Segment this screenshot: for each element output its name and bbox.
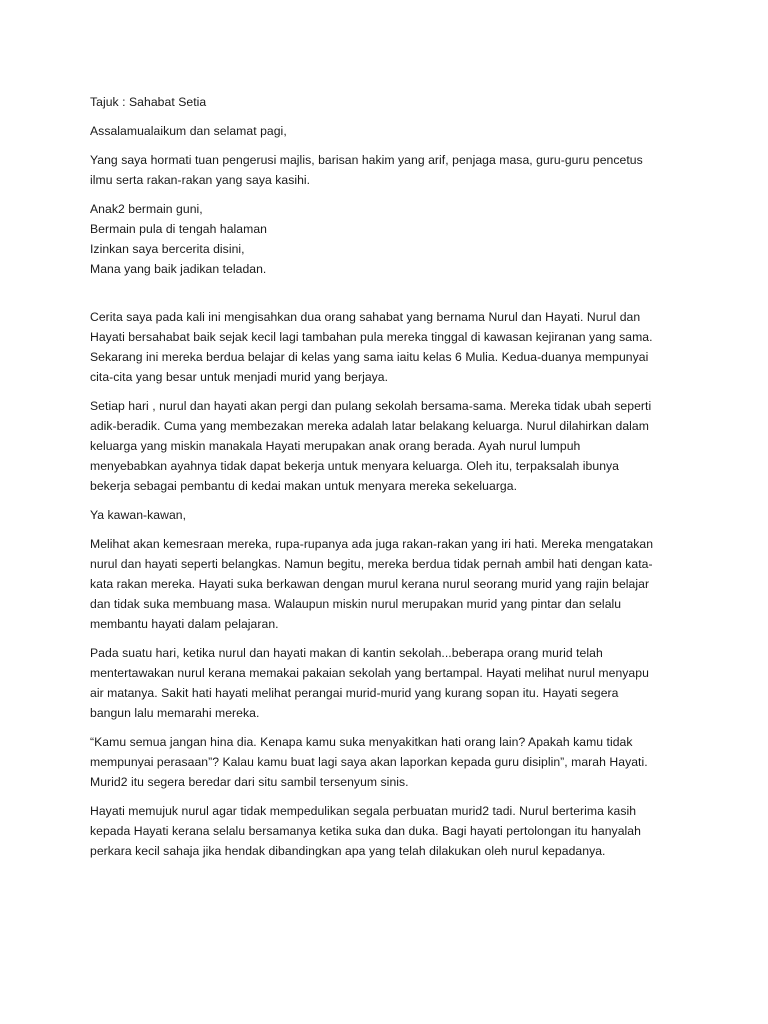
document-body bbox=[90, 92, 690, 870]
paragraph-1: Cerita saya pada kali ini mengisahkan dua orang sahabat yang bernama Nurul dan Hayati. Nurul dan Hayati bersahabat baik sejak kecil lagi tambahan pula mereka tinggal di kawasan kejiranan yang sama. Sekarang ini mereka berdua belajar di kelas yang sama iaitu kelas 6 Mulia. Kedua-duanya mempunyai cita-cita yang besar untuk menjadi murid yang berjaya. bbox=[90, 310, 653, 384]
document-title: Tajuk : Sahabat Setia bbox=[90, 95, 207, 109]
paragraph-2: Setiap hari , nurul dan hayati akan pergi dan pulang sekolah bersama-sama. Mereka tidak ubah seperti adik-beradik. Cuma yang membezakan mereka adalah latar belakang keluarga. Nurul dilahirkan dalam keluarga yang miskin manakala Hayati merupakan anak orang berada. Ayah nurul lumpuh menyebabkan ayahnya tidak dapat bekerja untuk menyara keluarga. Oleh itu, terpaksalah ibunya bekerja sebagai pembantu di kedai makan untuk menyara mereka sekeluarga. bbox=[90, 399, 652, 493]
pantun: Anak2 bermain guni, Bermain pula di tengah halaman Izinkan saya bercerita disini, Mana yang baik jadikan teladan. bbox=[90, 202, 267, 276]
paragraph-4: Pada suatu hari, ketika nurul dan hayati makan di kantin sekolah...beberapa orang murid telah mentertawakan nurul kerana memakai pakaian sekolah yang bertampal. Hayati melihat nurul menyapu air matanya. Sakit hati hayati melihat perangai murid-murid yang kurang sopan itu. Hayati segera bangun lalu memarahi mereka. bbox=[90, 646, 649, 720]
address-line: Ya kawan-kawan, bbox=[90, 508, 187, 522]
salutation: Yang saya hormati tuan pengerusi majlis, barisan hakim yang arif, penjaga masa, guru-guru pencetus ilmu serta rakan-rakan yang saya kasihi. bbox=[90, 153, 643, 187]
paragraph-6: Hayati memujuk nurul agar tidak mempedulikan segala perbuatan murid2 tadi. Nurul berterima kasih kepada Hayati kerana selalu bersamanya ketika suka dan duka. Bagi hayati pertolongan itu hanyalah perkara kecil sahaja jika hendak dibandingkan apa yang telah dilakukan oleh nurul kepadanya. bbox=[90, 804, 641, 858]
paragraph-5: “Kamu semua jangan hina dia. Kenapa kamu suka menyakitkan hati orang lain? Apakah kamu tidak mempunyai perasaan”? Kalau kamu buat lagi saya akan laporkan kepada guru disiplin”, marah Hayati. Murid2 itu segera beredar dari situ sambil tersenyum sinis. bbox=[90, 735, 648, 789]
greeting: Assalamualaikum dan selamat pagi, bbox=[90, 124, 287, 138]
paragraph-3: Melihat akan kemesraan mereka, rupa-rupanya ada juga rakan-rakan yang iri hati. Mereka mengatakan nurul dan hayati seperti belangkas. Namun begitu, mereka berdua tidak pernah ambil hati dengan kata- kata rakan mereka. Hayati suka berkawan dengan murul kerana nurul seorang murid yang rajin belajar dan tidak suka membuang masa. Walaupun miskin nurul merupakan murid yang pintar dan selalu membantu hayati dalam pelajaran. bbox=[90, 537, 654, 631]
